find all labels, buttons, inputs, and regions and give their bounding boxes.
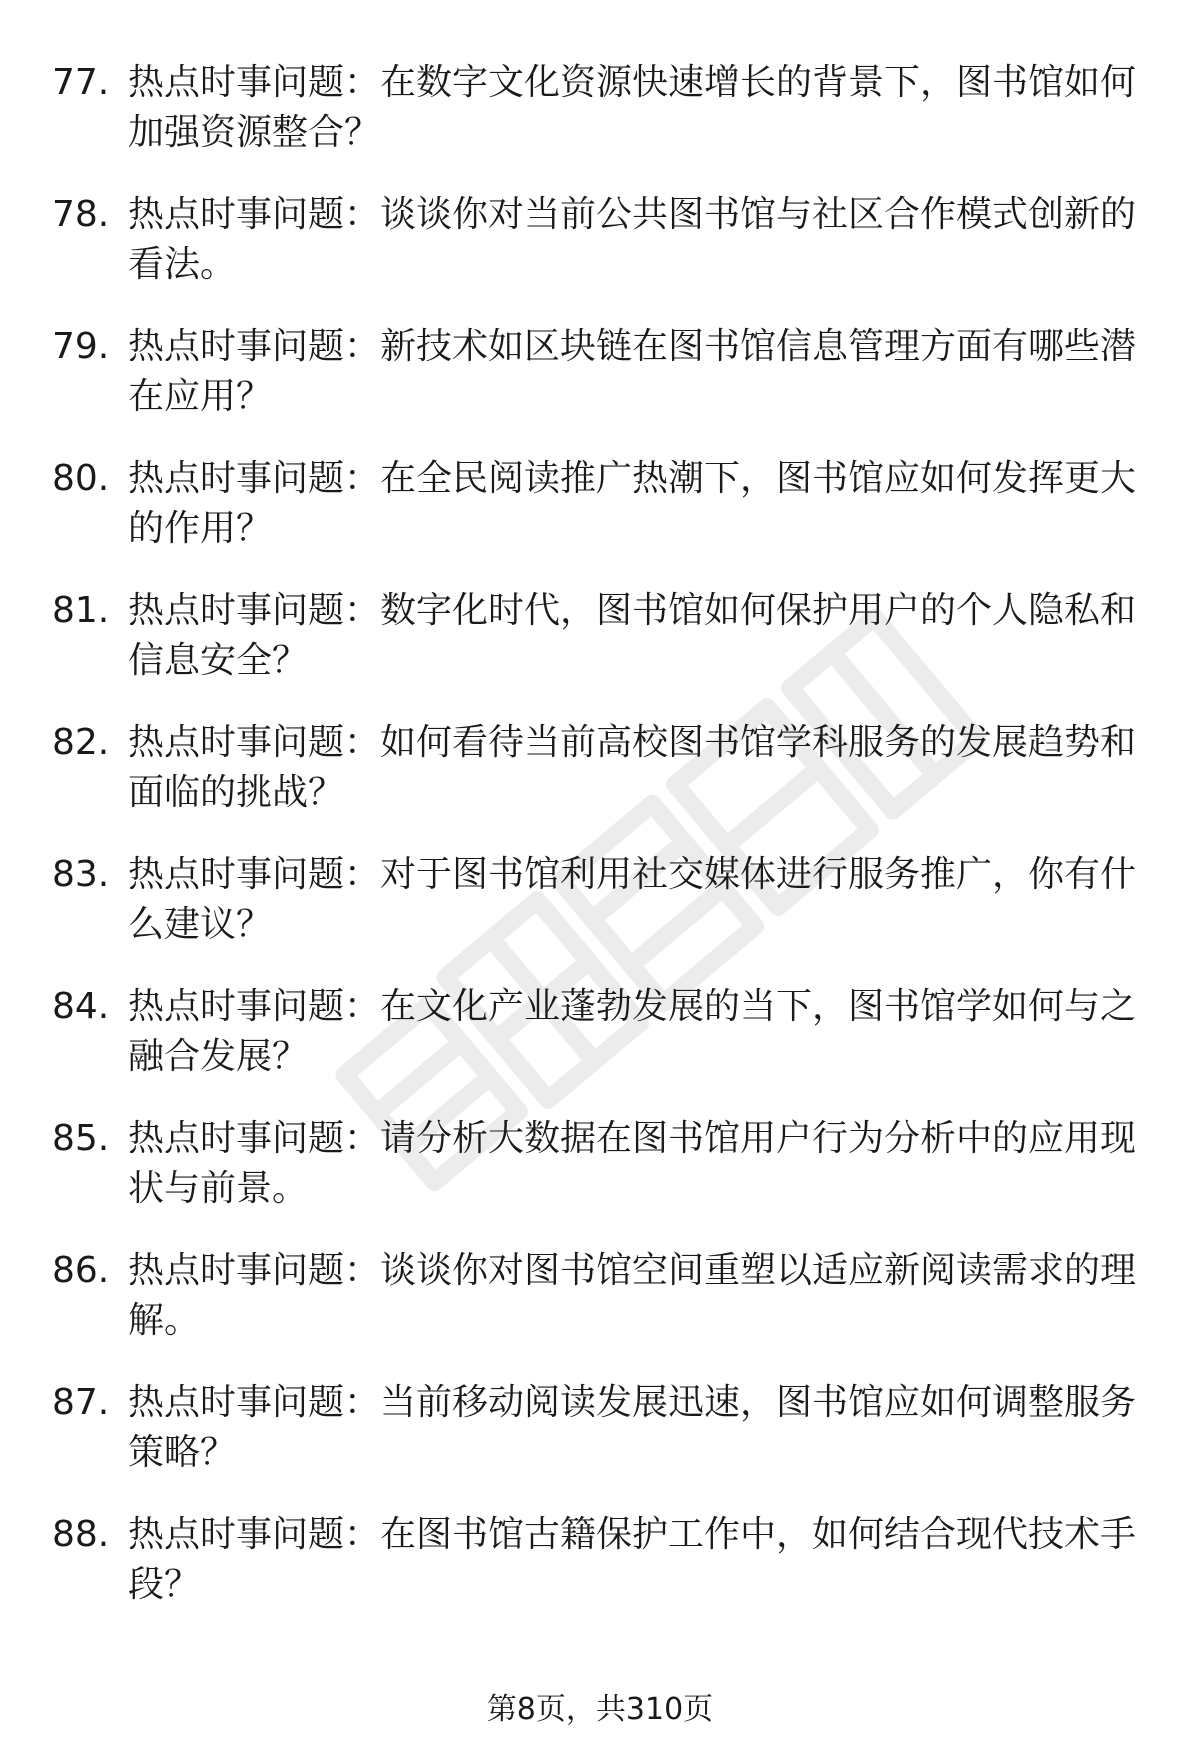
list-item bbox=[52, 1510, 1142, 1642]
list-item bbox=[52, 1378, 1142, 1510]
list-item bbox=[52, 454, 1142, 586]
question-number: 81. bbox=[52, 590, 110, 631]
question-number: 83. bbox=[52, 854, 110, 895]
question-text: 热点时事问题：谈谈你对当前公共图书馆与社区合作模式创新的看法。 bbox=[128, 194, 1137, 285]
question-number: 88. bbox=[52, 1514, 110, 1555]
list-item bbox=[52, 982, 1142, 1114]
list-item bbox=[52, 850, 1142, 982]
question-number: 77. bbox=[52, 62, 110, 103]
question-number: 87. bbox=[52, 1382, 110, 1423]
question-number: 85. bbox=[52, 1118, 110, 1159]
question-text: 热点时事问题：在图书馆古籍保护工作中，如何结合现代技术手段？ bbox=[128, 1514, 1137, 1605]
question-text: 热点时事问题：对于图书馆利用社交媒体进行服务推广，你有什么建议？ bbox=[128, 854, 1137, 945]
question-number: 80. bbox=[52, 458, 110, 499]
question-text: 热点时事问题：在全民阅读推广热潮下，图书馆应如何发挥更大的作用？ bbox=[128, 458, 1137, 549]
question-text: 热点时事问题：谈谈你对图书馆空间重塑以适应新阅读需求的理解。 bbox=[128, 1250, 1137, 1341]
list-item bbox=[52, 1114, 1142, 1246]
question-number: 84. bbox=[52, 986, 110, 1027]
question-list bbox=[52, 58, 1142, 1642]
list-item bbox=[52, 190, 1142, 322]
list-item bbox=[52, 586, 1142, 718]
question-text: 热点时事问题：在数字文化资源快速增长的背景下，图书馆如何加强资源整合？ bbox=[128, 62, 1137, 153]
question-number: 82. bbox=[52, 722, 110, 763]
question-number: 78. bbox=[52, 194, 110, 235]
question-text: 热点时事问题：请分析大数据在图书馆用户行为分析中的应用现状与前景。 bbox=[128, 1118, 1137, 1209]
list-item bbox=[52, 58, 1142, 190]
question-number: 79. bbox=[52, 326, 110, 367]
question-text: 热点时事问题：数字化时代，图书馆如何保护用户的个人隐私和信息安全？ bbox=[128, 590, 1137, 681]
question-text: 热点时事问题：如何看待当前高校图书馆学科服务的发展趋势和面临的挑战？ bbox=[128, 722, 1137, 813]
list-item bbox=[52, 322, 1142, 454]
question-text: 热点时事问题：新技术如区块链在图书馆信息管理方面有哪些潜在应用？ bbox=[128, 326, 1137, 417]
list-item bbox=[52, 718, 1142, 850]
list-item bbox=[52, 1246, 1142, 1378]
page-number-footer: 第8页，共310页 bbox=[486, 1692, 714, 1727]
question-text: 热点时事问题：当前移动阅读发展迅速，图书馆应如何调整服务策略？ bbox=[128, 1382, 1137, 1473]
question-number: 86. bbox=[52, 1250, 110, 1291]
question-text: 热点时事问题：在文化产业蓬勃发展的当下，图书馆学如何与之融合发展？ bbox=[128, 986, 1137, 1077]
